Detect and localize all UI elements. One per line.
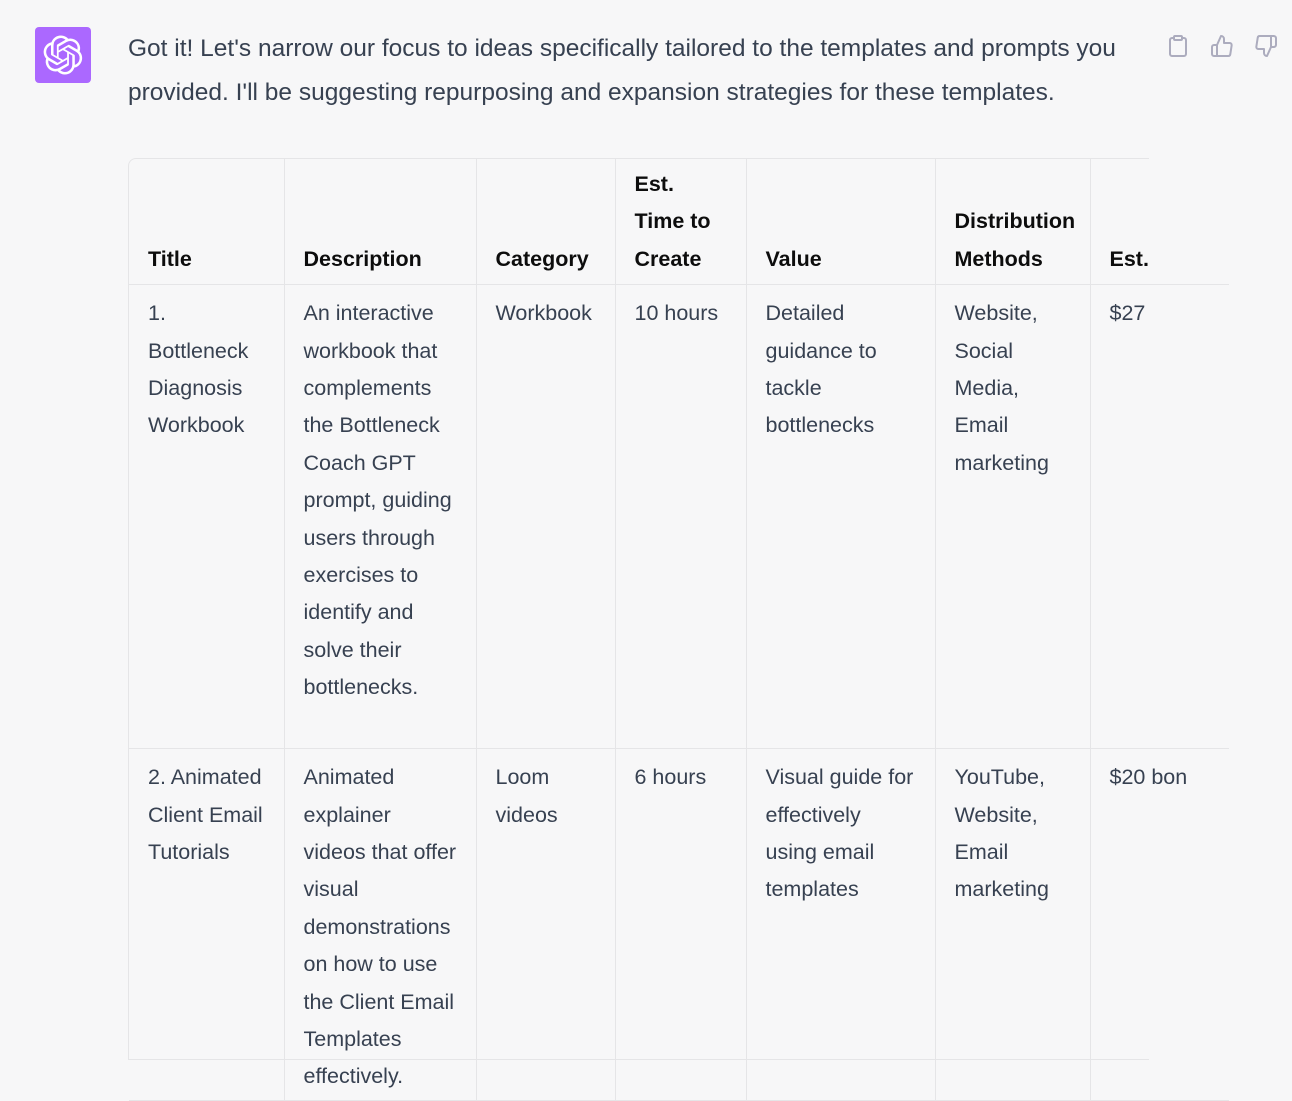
- cell-est: $20 bon: [1090, 749, 1229, 1101]
- thumbs-down-button[interactable]: [1252, 32, 1280, 60]
- assistant-message: Got it! Let's narrow our focus to ideas specifically tailored to the templates and prompts you provided. I'll be suggesting repurposing and expansion strategies for these templates.: [128, 35, 1116, 106]
- assistant-avatar: [35, 27, 91, 83]
- cell-description: Animated explainer videos that offer visual demonstrations on how to use the Client Email Templates effectively.: [284, 749, 476, 1101]
- column-header-category: Category: [476, 159, 615, 285]
- cell-category: Loom videos: [476, 749, 615, 1101]
- message-actions: [1164, 32, 1280, 60]
- cell-value: Detailed guidance to tackle bottlenecks: [746, 285, 935, 749]
- column-header-est-time: Est. Time to Create: [615, 159, 746, 285]
- cell-category: Workbook: [476, 285, 615, 749]
- column-header-distribution: Distribution Methods: [935, 159, 1090, 285]
- openai-logo-icon: [43, 35, 83, 75]
- cell-est-time: 6 hours: [615, 749, 746, 1101]
- thumbs-up-icon: [1210, 34, 1234, 58]
- cell-title: 1. Bottleneck Diagnosis Workbook: [129, 285, 284, 749]
- cell-title: 2. Animated Client Email Tutorials: [129, 749, 284, 1101]
- thumbs-up-button[interactable]: [1208, 32, 1236, 60]
- cell-distribution: Website, Social Media, Email marketing: [935, 285, 1090, 749]
- column-header-est: Est.: [1090, 159, 1229, 285]
- column-header-value: Value: [746, 159, 935, 285]
- ideas-table: [129, 159, 1229, 1101]
- cell-distribution: YouTube, Website, Email marketing: [935, 749, 1090, 1101]
- ideas-table-container[interactable]: [128, 158, 1188, 1089]
- table-row: [129, 285, 1229, 749]
- clipboard-icon: [1166, 34, 1190, 58]
- thumbs-down-icon: [1254, 34, 1278, 58]
- table-row: [129, 749, 1229, 1101]
- cell-value: Visual guide for effectively using email templates: [746, 749, 935, 1101]
- cell-est-time: 10 hours: [615, 285, 746, 749]
- cell-est: $27: [1090, 285, 1229, 749]
- column-header-description: Description: [284, 159, 476, 285]
- copy-button[interactable]: [1164, 32, 1192, 60]
- table-header-row: [129, 159, 1229, 285]
- cell-description: An interactive workbook that complements the Bottleneck Coach GPT prompt, guiding users through exercises to identify and solve their bottlenecks.: [284, 285, 476, 749]
- column-header-title: Title: [129, 159, 284, 285]
